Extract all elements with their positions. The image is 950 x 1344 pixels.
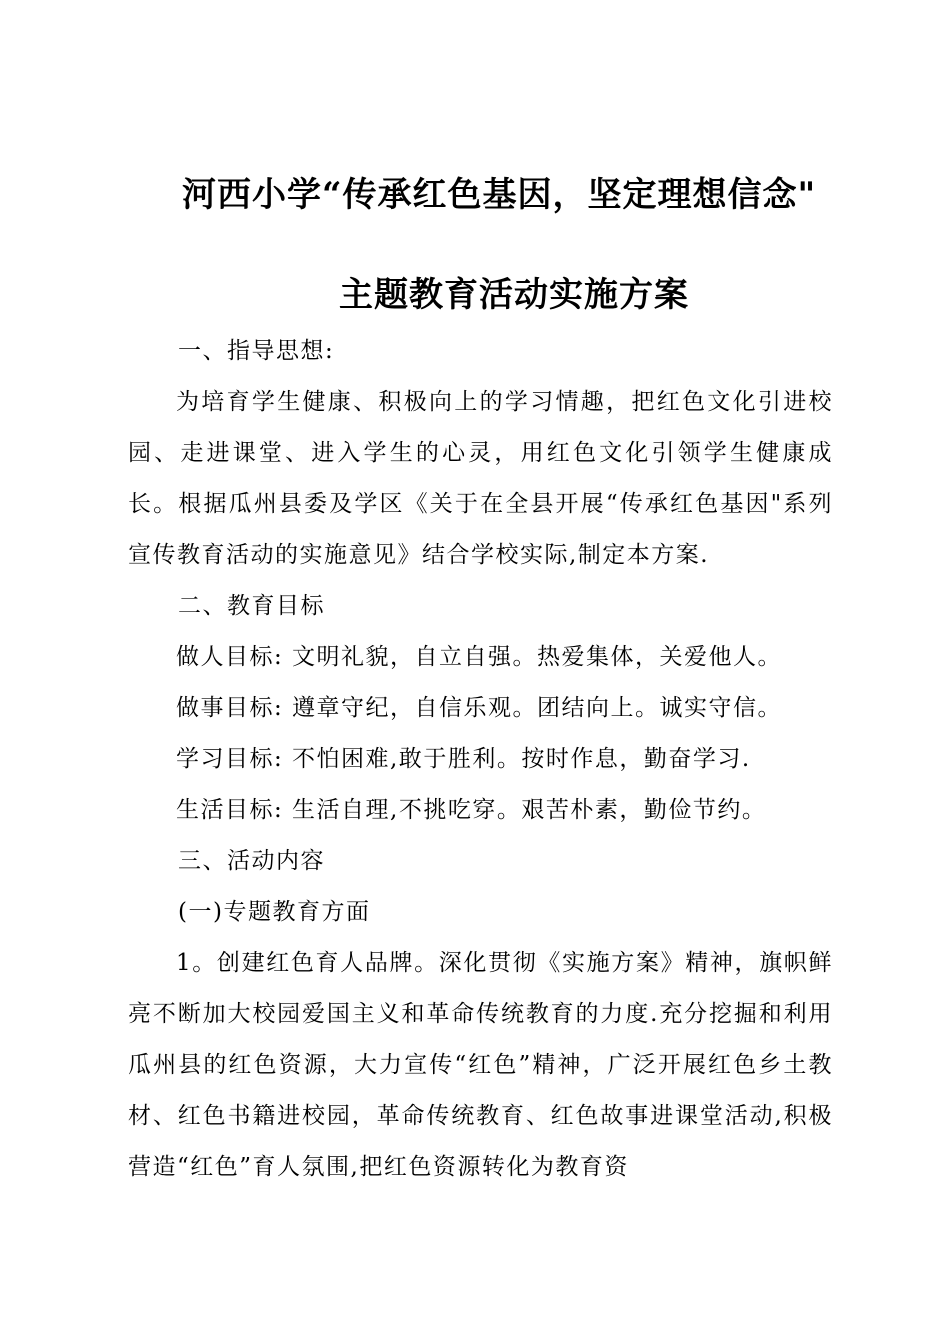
section-heading-activities: 三、活动内容	[178, 848, 325, 874]
paragraph-red-education-brand: 1。创建红色育人品牌。深化贯彻《实施方案》精神，旗帜鲜亮不断加大校园爱国主义和革命传统教育的力度.充分挖掘和利用瓜州县的红色资源，大力宣传“红色”精神，广泛开展红色乡土教材、红色书籍进校园，革命传统教育、红色故事进课堂活动,积极营造“红色”育人氛围,把红色资源转化为教育资	[128, 950, 833, 1180]
goal-conduct: 做事目标: 遵章守纪，自信乐观。团结向上。诚实守信。	[176, 695, 783, 721]
goal-study: 学习目标: 不怕困难,敢于胜利。按时作息，勤奋学习.	[176, 746, 751, 772]
section-heading-education-goals: 二、教育目标	[178, 593, 325, 619]
goal-life: 生活目标: 生活自理,不挑吃穿。艰苦朴素，勤俭节约。	[176, 797, 767, 823]
goal-personal: 做人目标: 文明礼貌，自立自强。热爱集体，关爱他人。	[176, 644, 783, 670]
paragraph-guiding-ideology: 为培育学生健康、积极向上的学习情趣，把红色文化引进校园、走进课堂、进入学生的心灵，用红色文化引领学生健康成长。根据瓜州县委及学区《关于在全县开展“传承红色基因"系列宣传教育活动的实施意见》结合学校实际,制定本方案.	[128, 389, 833, 568]
document-title: 河西小学“传承红色基因，坚定理想信念"	[182, 175, 817, 215]
section-heading-guiding-ideology: 一、指导思想:	[178, 338, 335, 364]
document-subtitle: 主题教育活动实施方案	[339, 275, 689, 315]
document-body	[128, 326, 833, 1193]
subsection-heading-special-education: (一)专题教育方面	[178, 899, 371, 925]
